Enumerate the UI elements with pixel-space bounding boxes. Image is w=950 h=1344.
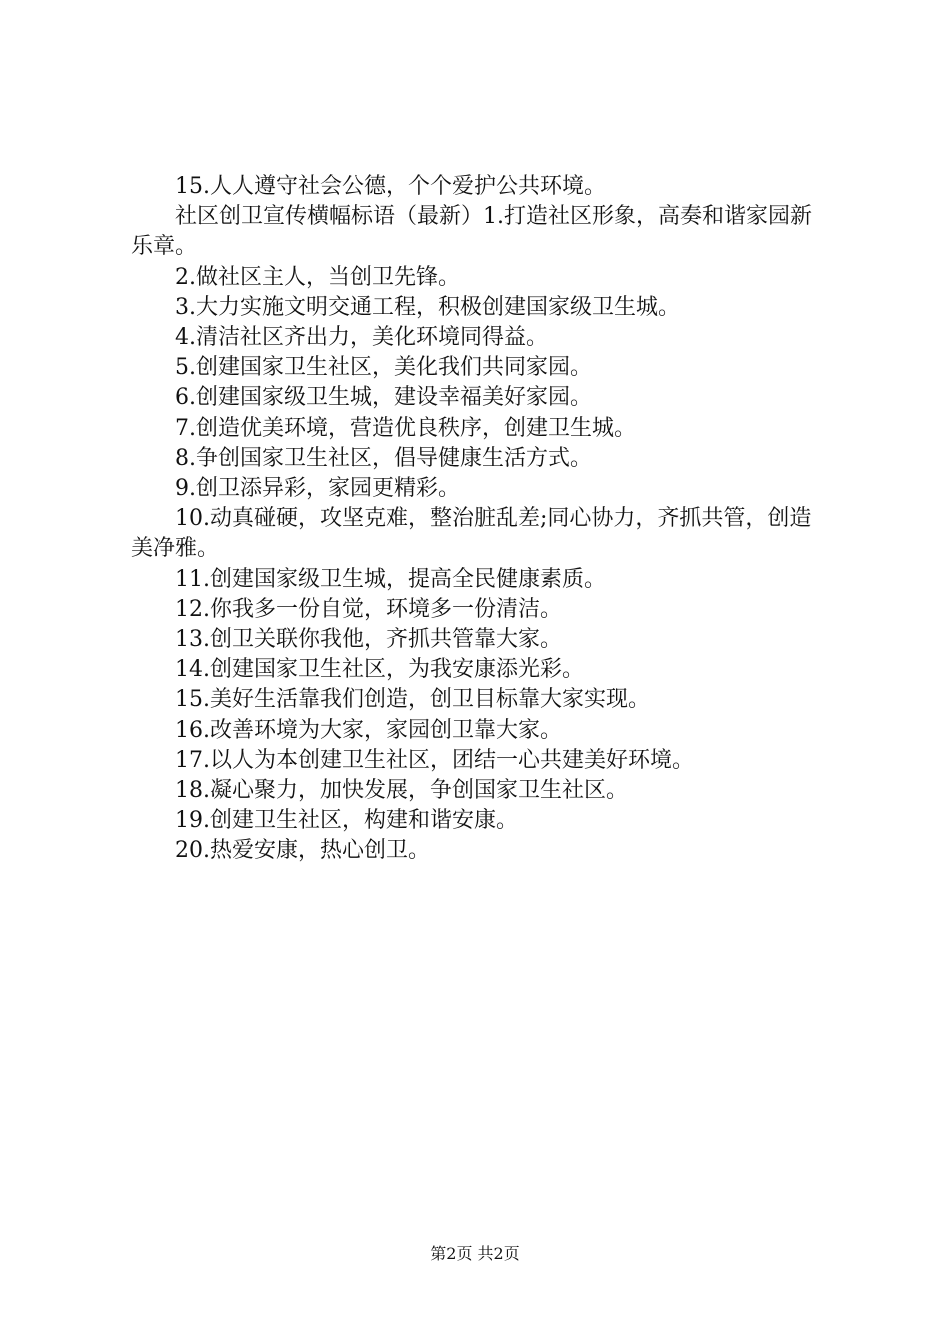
- paragraph: 4.清洁社区齐出力，美化环境同得益。: [175, 325, 548, 351]
- paragraph: 12.你我多一份自觉，环境多一份清洁。: [175, 596, 562, 622]
- paragraph: 6.创建国家级卫生城，建设幸福美好家园。: [175, 385, 592, 411]
- paragraph: 10.动真碰硬，攻坚克难，整治脏乱差;同心协力，齐抓共管，创造美净雅。: [131, 506, 812, 562]
- paragraph: 7.创造优美环境，营造优良秩序，创建卫生城。: [175, 415, 636, 441]
- paragraph: 15.美好生活靠我们创造，创卫目标靠大家实现。: [175, 687, 650, 713]
- paragraph: 11.创建国家级卫生城，提高全民健康素质。: [175, 566, 606, 592]
- paragraph: 14.创建国家卫生社区，为我安康添光彩。: [175, 657, 584, 683]
- paragraph: 17.以人为本创建卫生社区，团结一心共建美好环境。: [175, 747, 694, 773]
- paragraph: 2.做社区主人，当创卫先锋。: [175, 264, 460, 290]
- paragraph: 18.凝心聚力，加快发展，争创国家卫生社区。: [175, 778, 628, 804]
- paragraph: 8.争创国家卫生社区，倡导健康生活方式。: [175, 445, 592, 471]
- paragraph: 16.改善环境为大家，家园创卫靠大家。: [175, 717, 562, 743]
- paragraph: 19.创建卫生社区，构建和谐安康。: [175, 808, 518, 834]
- paragraph: 5.创建国家卫生社区，美化我们共同家园。: [175, 355, 592, 381]
- paragraph: 3.大力实施文明交通工程，积极创建国家级卫生城。: [175, 294, 680, 320]
- paragraph: 9.创卫添异彩，家园更精彩。: [175, 476, 460, 502]
- paragraph: 13.创卫关联你我他，齐抓共管靠大家。: [175, 627, 562, 653]
- paragraph: 20.热爱安康，热心创卫。: [175, 838, 430, 864]
- paragraph: 社区创卫宣传横幅标语（最新）1.打造社区形象，高奏和谐家园新乐章。: [131, 204, 812, 260]
- document-body: [131, 172, 831, 867]
- paragraph: 15.人人遵守社会公德，个个爱护公共环境。: [175, 174, 606, 199]
- page-number-footer: 第2页 共2页: [430, 1244, 520, 1263]
